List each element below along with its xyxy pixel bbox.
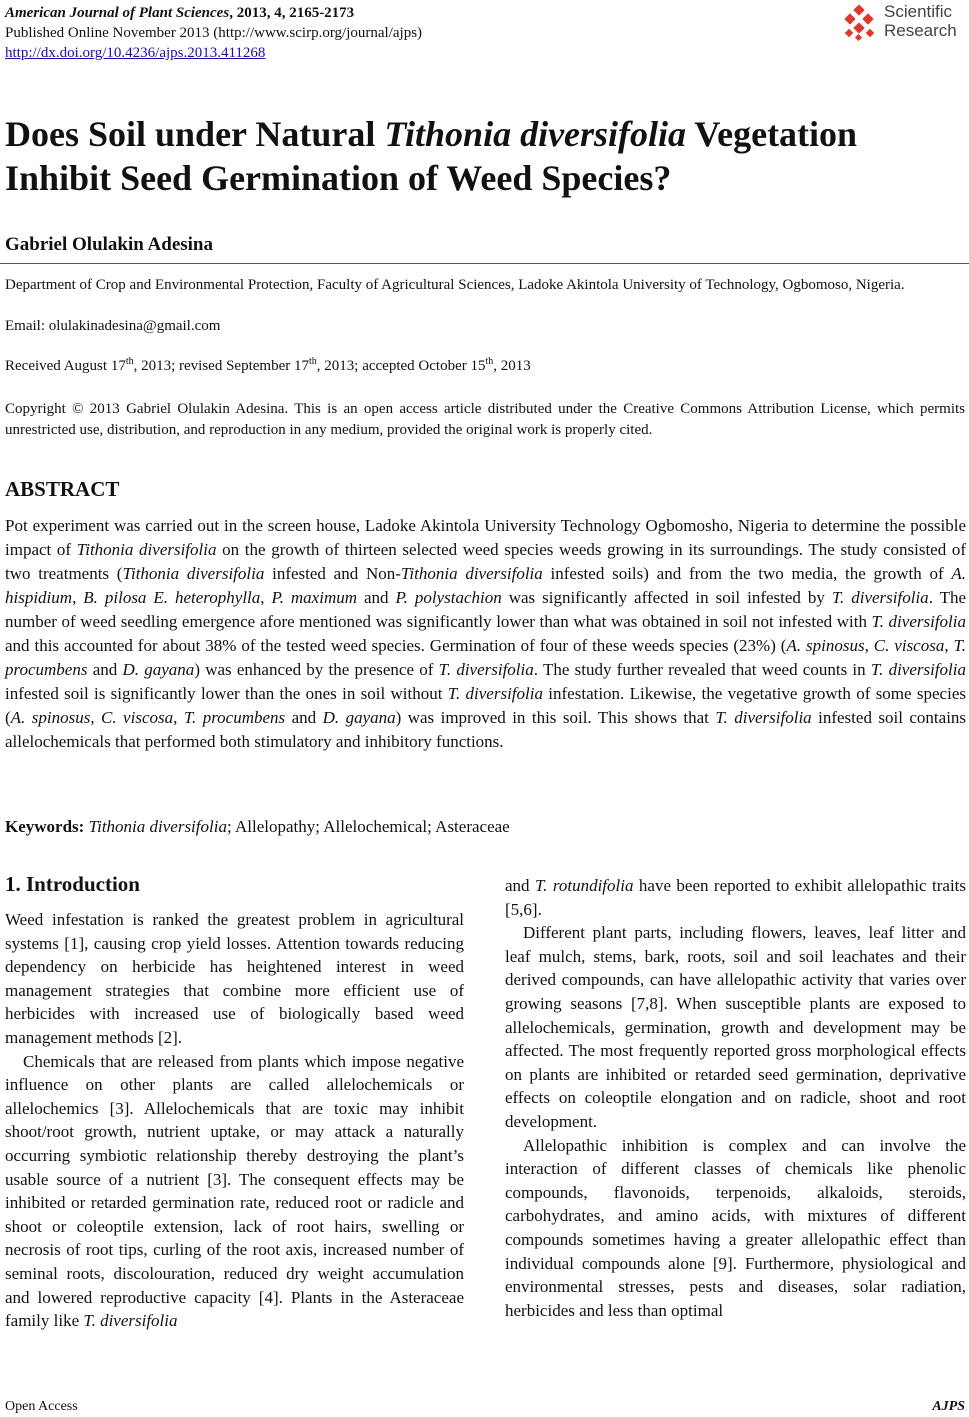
abstract-text: infested soils) and from the two media, the growth of	[542, 564, 952, 583]
intro-text: and	[505, 876, 535, 895]
abstract-text: infestation. Likewise, the vegetative growth of some species (	[5, 684, 966, 727]
abstract-text: and	[87, 660, 123, 679]
title-species: Tithonia diversifolia	[384, 114, 687, 154]
abstract-text: ,	[72, 588, 84, 607]
abstract-species: Tithonia diversifolia	[76, 540, 217, 559]
logo-text-line2: Research	[884, 21, 957, 40]
abstract-species: P. polystachion	[395, 588, 502, 607]
abstract-species: C. viscosa	[101, 708, 174, 727]
abstract-species: T. diversifolia	[447, 684, 543, 703]
abstract-species: T. diversifolia	[871, 612, 966, 631]
abstract-text: ) was enhanced by the presence of	[194, 660, 439, 679]
intro-paragraph-2	[5, 1050, 464, 1333]
abstract-species: D. gayana	[122, 660, 195, 679]
abstract-species: P. maximum	[271, 588, 357, 607]
abstract-text: ) was improved in this soil. This shows that	[395, 708, 716, 727]
author-name: Gabriel Olulakin Adesina	[5, 234, 213, 255]
abstract-species: T. diversifolia	[870, 660, 967, 679]
abstract-text: infested soil is significantly lower than the ones in soil without	[5, 684, 448, 703]
intro-paragraph-4: Allelopathic inhibition is complex and can involve the interaction of different classes of chemicals like phenolic compounds, flavonoids, terpenoids, alkaloids, steroids, carbohydrates, and amino acids, with mixtures of different compounds sometimes having a greater allelopathic effect than individual compounds alone [9]. Furthermore, physiological and environmental stresses, pests and diseases, solar radiation, herbicides and less than optimal	[505, 1135, 966, 1320]
intro-paragraph-2-cont	[505, 874, 966, 921]
accepted-sup: th	[485, 356, 494, 367]
publisher-logo-icon	[841, 4, 879, 42]
abstract-species: T. procumbens	[183, 708, 286, 727]
abstract-text: and	[285, 708, 323, 727]
abstract-species: D. gayana	[322, 708, 396, 727]
keywords-label: Keywords:	[5, 817, 85, 836]
abstract-text: infested and Non-	[264, 564, 401, 583]
publisher-logo	[841, 2, 966, 42]
received-sup: th	[125, 356, 134, 367]
published-line: Published Online November 2013 (http://www.scirp.org/journal/ajps)	[5, 25, 423, 41]
accepted-year: , 2013	[493, 358, 531, 374]
paper-title	[5, 112, 965, 200]
abstract-text: ,	[944, 636, 954, 655]
journal-volume: , 2013, 4, 2165-2173	[229, 5, 355, 21]
abstract-text: ,	[260, 588, 272, 607]
revised-sup: th	[309, 356, 317, 367]
intro-paragraph-3: Different plant parts, including flowers, leaves, leaf litter and leaf mulch, stems, bark, roots, soil and soil leachates and their derived compounds, can have allelopathic activity that varies over growing seasons [7,8]. When susceptible plants are exposed to allelochemicals, germination, growth and development may be affected. The most frequently reported gross morphological effects on plants are inhibited or retarded seed germination, deprivative effects on coleoptile elongation and on radicle, shoot and root development.	[505, 923, 966, 1131]
abstract-species: A. hispidium	[5, 564, 967, 607]
abstract-species: A. spinosus	[786, 636, 865, 655]
abstract-species: T. diversifolia	[831, 588, 929, 607]
abstract-heading: ABSTRACT	[5, 477, 120, 501]
abstract-species: B. pilosa E. heterophylla	[83, 588, 261, 607]
email: Email: olulakinadesina@gmail.com	[5, 318, 221, 334]
abstract-text: and	[357, 588, 396, 607]
doi-link[interactable]: http://dx.doi.org/10.4236/ajps.2013.411268	[5, 45, 266, 61]
abstract-species: T. diversifolia	[438, 660, 534, 679]
divider	[0, 263, 969, 264]
abstract-species: Tithonia diversifolia	[122, 564, 265, 583]
accepted-text: , 2013; accepted October 15	[316, 358, 486, 374]
title-text-1: Does Soil under Natural	[5, 114, 385, 154]
abstract-species: T. procumbens	[5, 636, 966, 679]
keywords-list: ; Allelopathy; Allelochemical; Asteraceae	[226, 817, 510, 836]
abstract-text: and this accounted for about 38% of the tested weed species. Germination of four of these weeds species (23%) (	[5, 636, 787, 655]
logo-text-line1: Scientific	[884, 2, 953, 21]
introduction-heading: 1. Introduction	[5, 872, 140, 896]
title-text-2: Vegetation Inhibit Seed Germination of Weed Species?	[5, 114, 858, 198]
intro-paragraph-1: Weed infestation is ranked the greatest problem in agricultural systems [1], causing crop yield losses. Attention towards reducing dependency on herbicide has heightened interest in weed management strategies that combine more efficient use of herbicides with increased use of biologically based weed management methods [2].	[5, 910, 464, 1047]
journal-header	[5, 3, 422, 63]
revised-text: , 2013; revised September 17	[133, 358, 309, 374]
abstract-text: ,	[864, 636, 874, 655]
keywords	[5, 815, 510, 839]
left-column	[5, 908, 464, 1333]
abstract-species: C. viscosa	[873, 636, 945, 655]
intro-species: T. diversifolia	[83, 1311, 178, 1331]
intro-text: have been reported to exhibit allelopathic traits [5,6].	[505, 876, 967, 919]
abstract-species: Tithonia diversifolia	[400, 564, 543, 583]
abstract-text: was significantly affected in soil infested by	[501, 588, 832, 607]
footer-journal-abbrev: AJPS	[932, 1399, 965, 1414]
right-column	[505, 874, 966, 1322]
abstract-species: T. diversifolia	[715, 708, 812, 727]
received-text: Received August 17	[5, 358, 126, 374]
affiliation: Department of Crop and Environmental Protection, Faculty of Agricultural Sciences, Ladoke Akintola University of Technology, Ogbomoso, Nigeria.	[5, 277, 905, 293]
abstract-text: infested soil contains allelochemicals that performed both stimulatory and inhibitory functions.	[5, 708, 967, 751]
abstract-text: ,	[173, 708, 184, 727]
keywords-species: Tithonia diversifolia	[88, 817, 227, 836]
abstract-text: Pot experiment was carried out in the screen house, Ladoke Akintola University Technology Ogbomosho, Nigeria to determine the possible impact of	[5, 516, 966, 559]
copyright-notice: Copyright © 2013 Gabriel Olulakin Adesina. This is an open access article distributed under the Creative Commons Attribution License, which permits unrestricted use, distribution, and reproduction in any medium, provided the original work is properly cited.	[5, 401, 965, 438]
abstract-species: A. spinosus	[10, 708, 91, 727]
footer-open-access: Open Access	[5, 1399, 78, 1414]
intro-species: T. rotundifolia	[534, 876, 634, 895]
abstract-text: ,	[90, 708, 102, 727]
abstract-body	[5, 514, 966, 754]
journal-citation	[5, 3, 422, 23]
abstract-text: on the growth of thirteen selected weed species weeds growing in its surroundings. The study consisted of two treatments (	[5, 540, 967, 583]
abstract-text: . The study further revealed that weed counts in	[533, 660, 871, 679]
abstract-text: . The number of weed seedling emergence afore mentioned was significantly lower than what was obtained in soil not infested with	[5, 588, 967, 631]
journal-name: American Journal of Plant Sciences	[5, 5, 230, 21]
intro-paragraph-2-text: Chemicals that are released from plants which impose negative influence on other plants are called allelochemicals or allelochemics [3]. Allelochemicals that are toxic may inhibit shoot/root growth, nutrient uptake, or may attack a naturally occurring symbiotic relationship thereby destroying the plant’s usable source of a nutrient [3]. The consequent effects may be inhibited or retarded germination rate, reduced root or radicle and shoot or coleoptile extension, lack of root hairs, swelling or necrosis of root tips, curling of the root axis, increased number of seminal roots, discolouration, reduced dry weight accumulation and lowered reproductive capacity [4]. Plants in the Asteraceae family like	[5, 1051, 464, 1331]
received-dates	[5, 356, 531, 377]
